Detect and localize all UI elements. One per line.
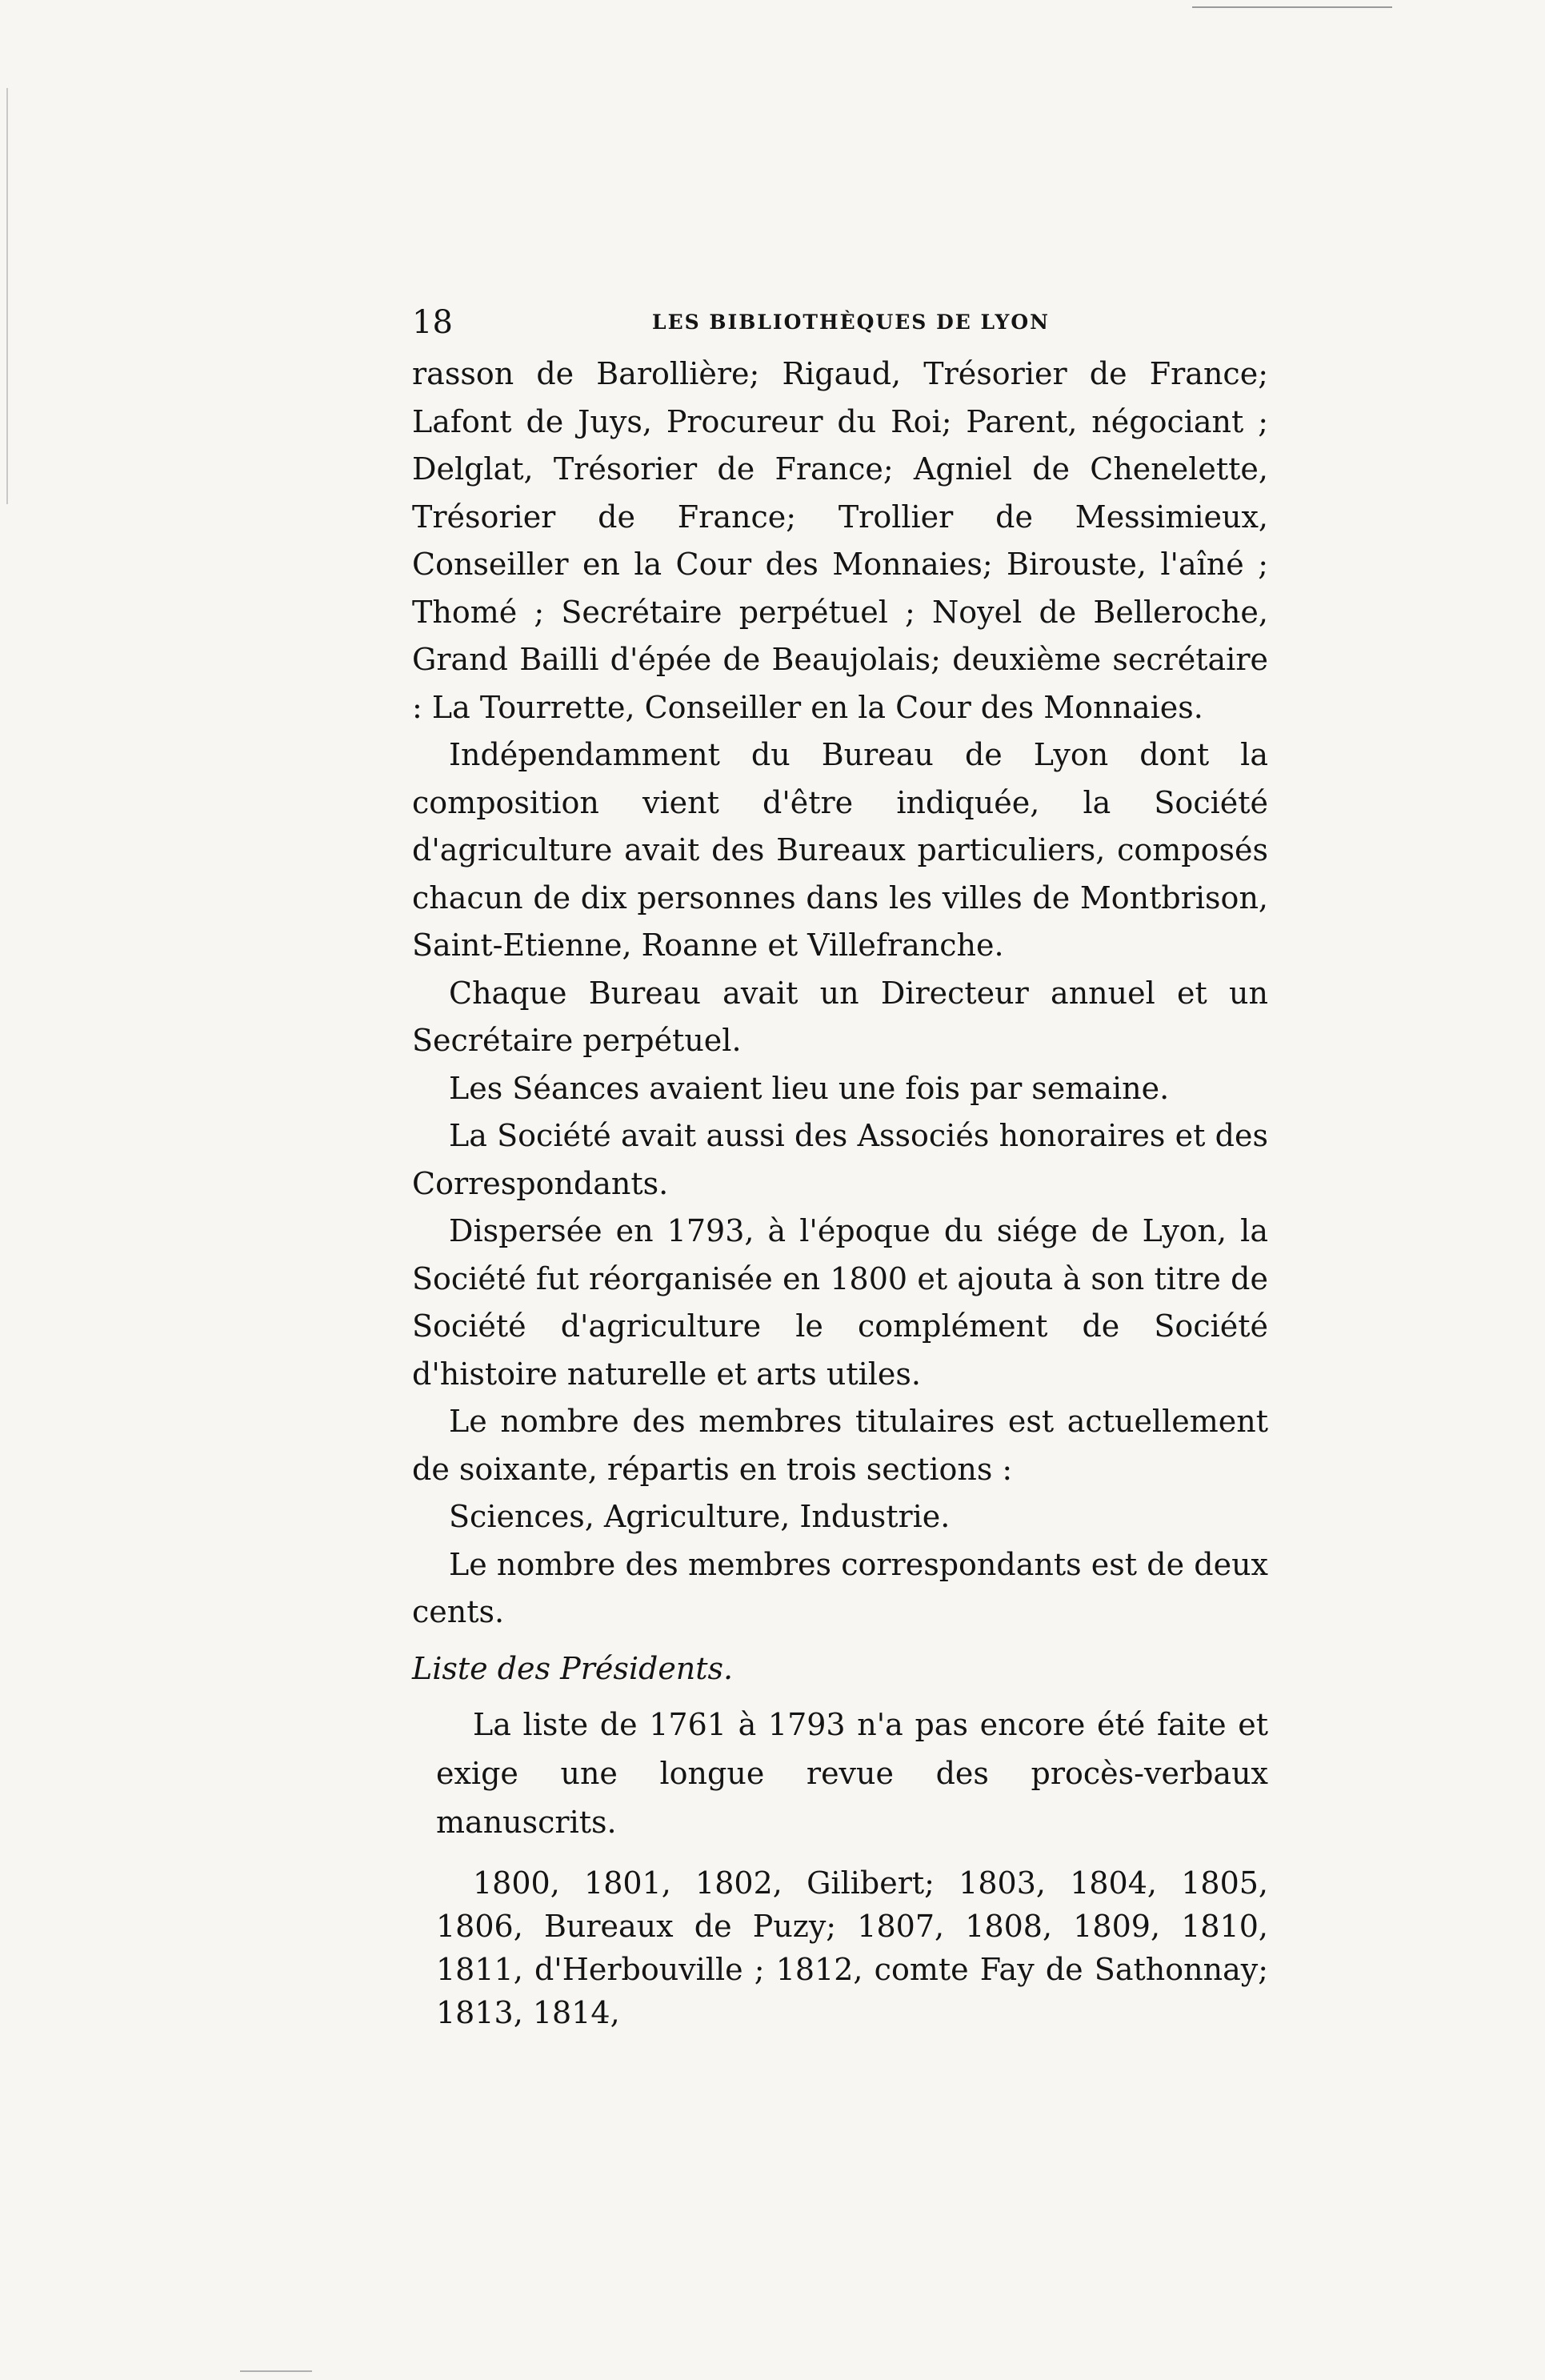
running-title: LES BIBLIOTHÈQUES DE LYON: [652, 311, 1050, 334]
scan-artifact: [6, 88, 8, 504]
body-text: [412, 351, 1268, 2049]
paragraph: Le nombre des membres titulaires est actuellement de soixante, répartis en trois sections :: [412, 1404, 1268, 1487]
paragraph: Le nombre des membres correspondants est de deux cents.: [412, 1546, 1268, 1629]
list-note: La liste de 1761 à 1793 n'a pas encore été faite et exige une longue revue des procès-verbaux manuscrits.: [436, 1706, 1268, 1840]
paragraph: Indépendamment du Bureau de Lyon dont la composition vient d'être indiquée, la Société d'agriculture avait des Bureaux particuliers, composés chacun de dix personnes dans les villes de Montbrison, Saint-Etienne, Roanne et Villefranche.: [412, 737, 1268, 963]
paragraph: La Société avait aussi des Associés honoraires et des Correspondants.: [412, 1118, 1268, 1201]
presidents-list: [412, 1701, 1268, 2034]
paragraph: Dispersée en 1793, à l'époque du siége de Lyon, la Société fut réorganisée en 1800 et ajouta à son titre de Société d'agriculture le complément de Société d'histoire naturelle et arts utiles.: [412, 1213, 1268, 1392]
paragraph-continued: rasson de Barollière; Rigaud, Trésorier de France; Lafont de Juys, Procureur du Roi; Parent, négociant ; Delglat, Trésorier de France; Agniel de Chenelette, Trésorier de France; Trollier de Messimieux, Conseiller en la Cour des Monnaies; Birouste, l'aîné ; Thomé ; Secrétaire perpétuel ; Noyel de Belleroche, Grand Bailli d'épée de Beaujolais; deuxième secrétaire : La Tourrette, Conseiller en la Cour des Monnaies.: [412, 356, 1268, 725]
section-heading: Liste des Présidents.: [412, 1650, 734, 1686]
presidents-years: 1800, 1801, 1802, Gilibert; 1803, 1804, 1805, 1806, Bureaux de Puzy; 1807, 1808, 1809, 1810, 1811, d'Herbouville ; 1812, comte Fay de Sathonnay; 1813, 1814,: [436, 1865, 1268, 2030]
scan-artifact: [240, 2370, 312, 2372]
scan-artifact: [1192, 6, 1392, 8]
page-header: [412, 303, 1272, 343]
page-number: 18: [412, 304, 453, 341]
paragraph: Les Séances avaient lieu une fois par semaine.: [449, 1070, 1170, 1106]
paragraph: Sciences, Agriculture, Industrie.: [449, 1499, 951, 1534]
paragraph: Chaque Bureau avait un Directeur annuel et un Secrétaire perpétuel.: [412, 975, 1268, 1058]
